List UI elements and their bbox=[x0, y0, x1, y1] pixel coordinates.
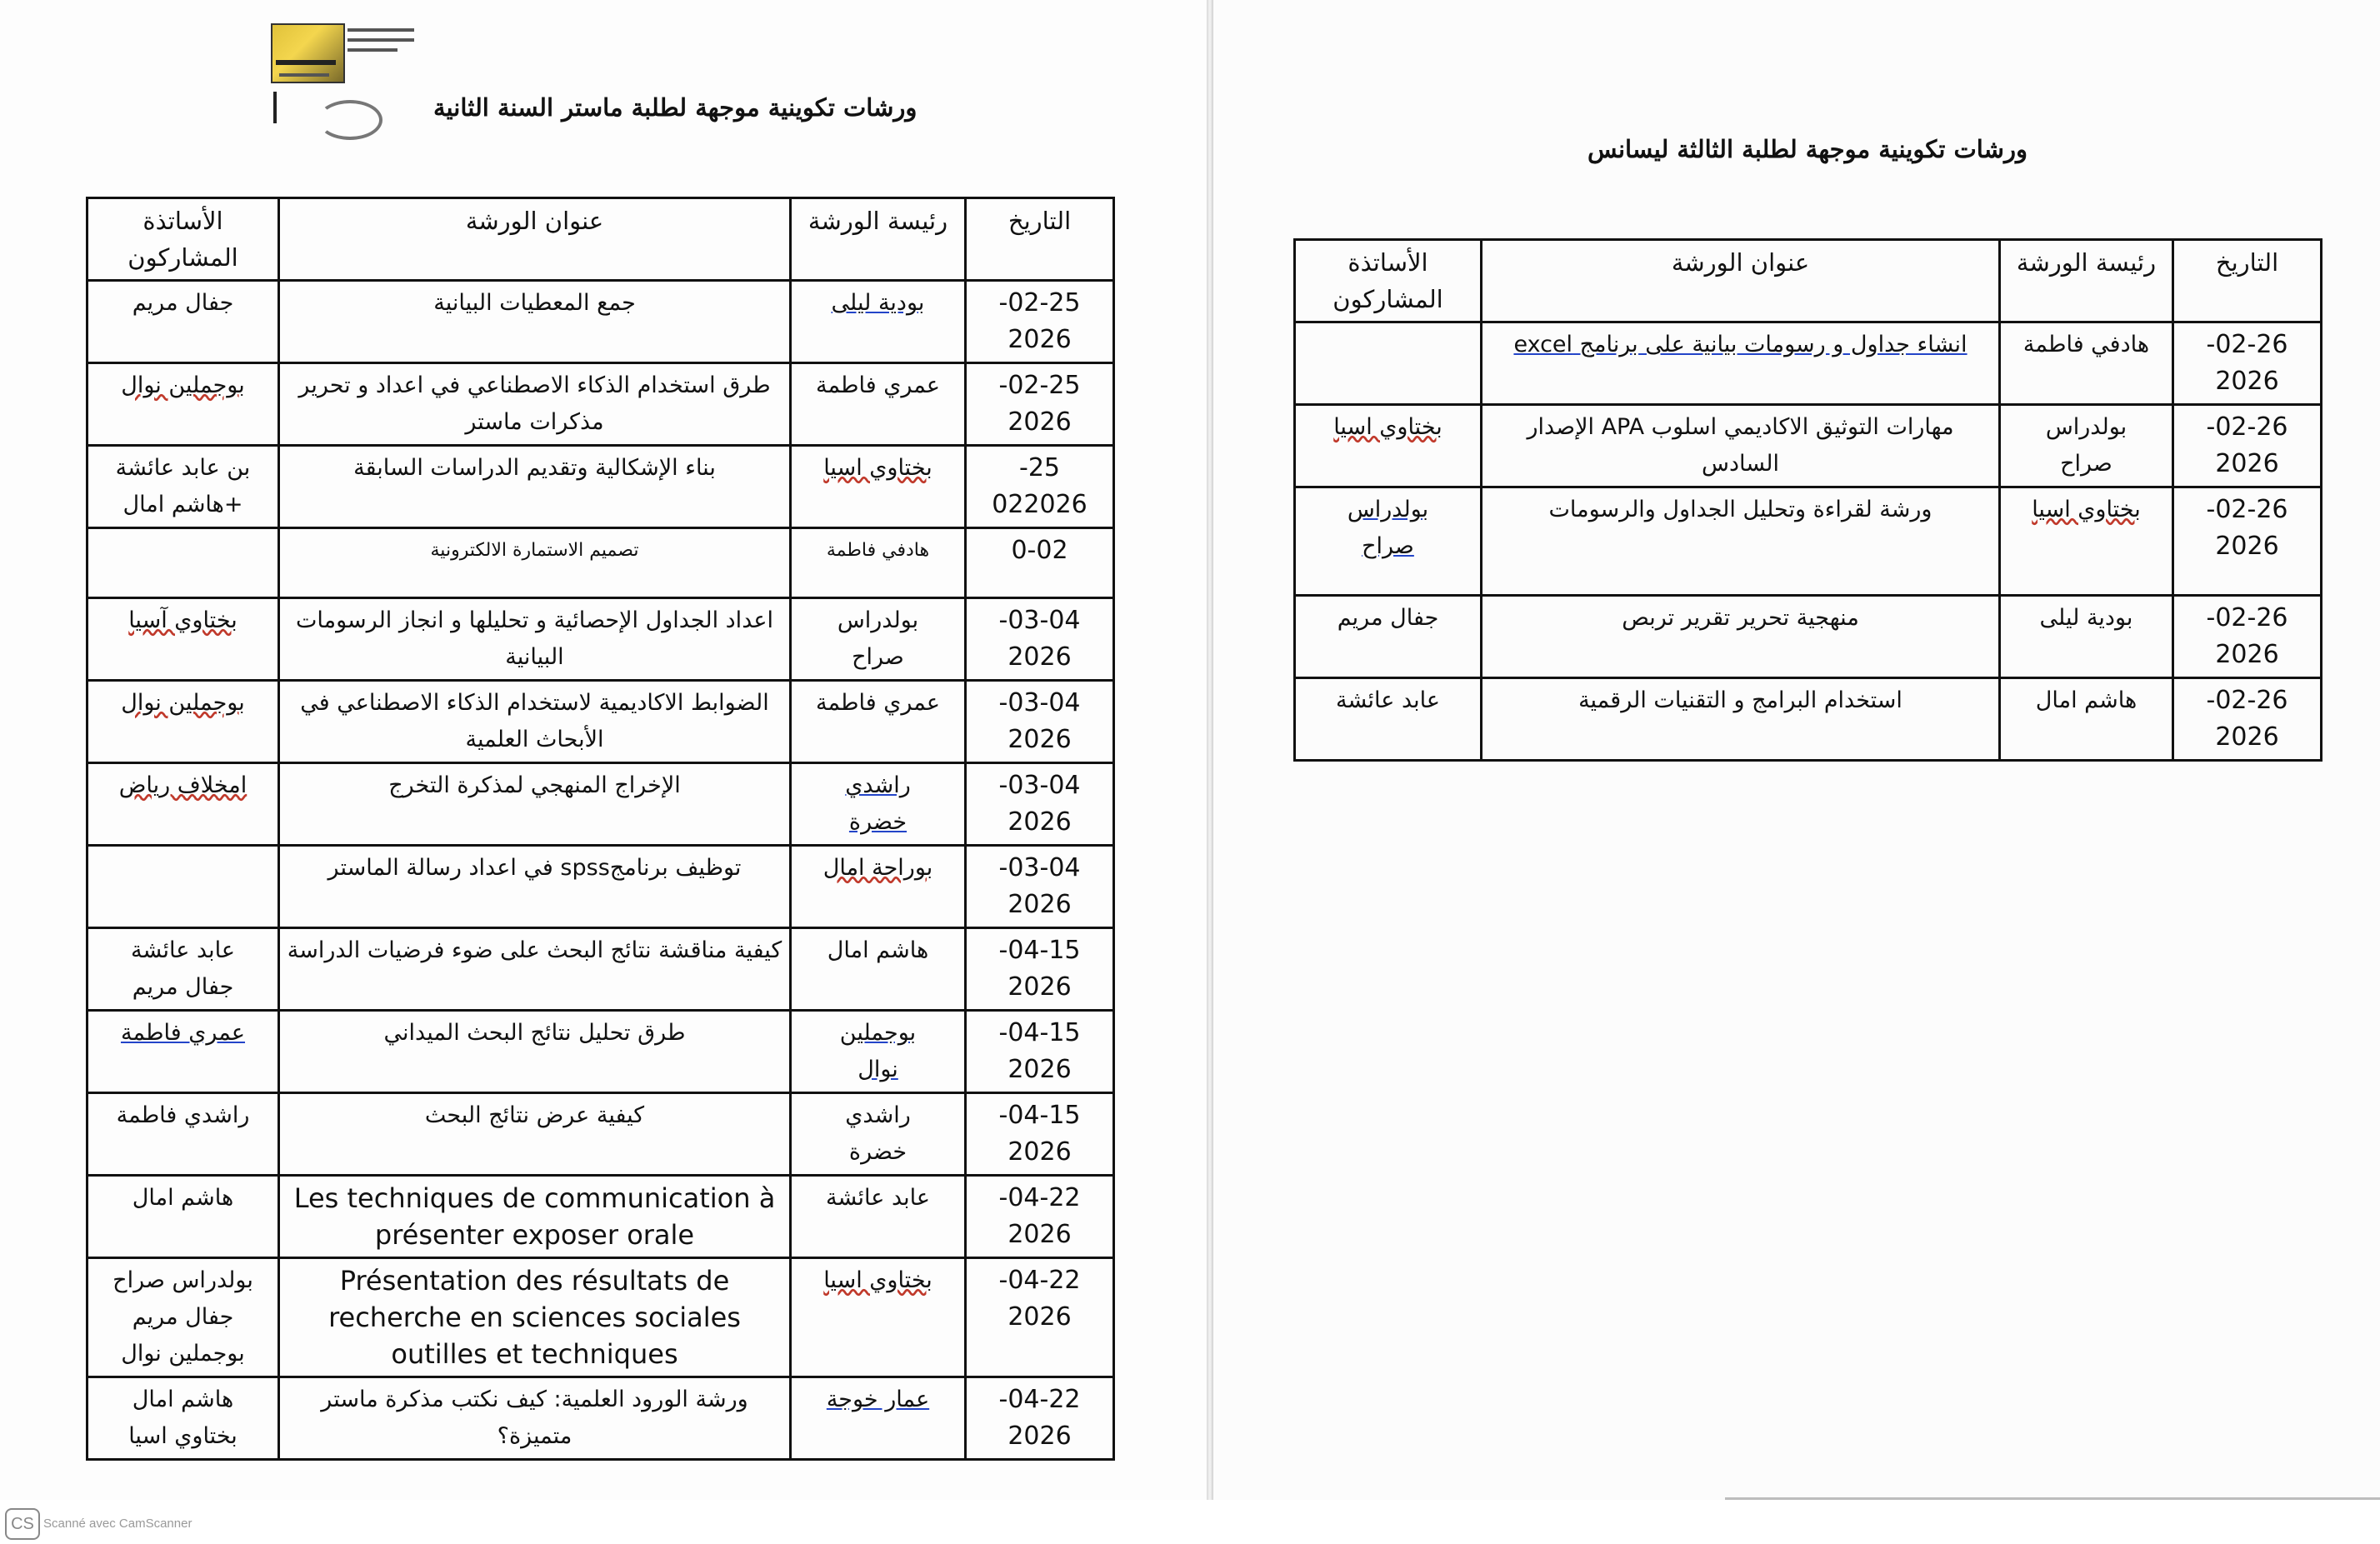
title-cell: مهارات التوثيق الاكاديمي اسلوب APA الإصدار السادس bbox=[1482, 405, 2000, 487]
participants-cell: بولدراس صراح bbox=[1295, 487, 1482, 596]
date-cell: 0-02 bbox=[966, 528, 1114, 598]
participants-cell: جفال مريم bbox=[1295, 596, 1482, 678]
date-cell: -04-15 2026 bbox=[966, 1093, 1114, 1176]
header-title: عنوان الورشة bbox=[1482, 240, 2000, 322]
date-cell: -03-04 2026 bbox=[966, 598, 1114, 681]
date-cell: -02-25 2026 bbox=[966, 363, 1114, 446]
leader-cell: عمري فاطمة bbox=[791, 363, 966, 446]
leader-cell: بوجملين نوال bbox=[791, 1011, 966, 1093]
title-cell: استخدام البرامج و التقنيات الرقمية bbox=[1482, 678, 2000, 761]
leader-cell: بودية ليلى bbox=[791, 281, 966, 363]
logo-ring-icon bbox=[318, 100, 382, 140]
title-cell: طرق استخدام الذكاء الاصطناعي في اعداد و تحرير مذكرات ماستر bbox=[279, 363, 791, 446]
header-title: عنوان الورشة bbox=[279, 198, 791, 281]
leader-cell: عمار خوجة bbox=[791, 1377, 966, 1460]
title-cell: طرق تحليل نتائج البحث الميداني bbox=[279, 1011, 791, 1093]
date-cell: -03-04 2026 bbox=[966, 846, 1114, 928]
participants-cell: بن عابد عائشة +هاشم امال bbox=[88, 446, 279, 528]
participants-cell: هاشم امال bbox=[88, 1176, 279, 1258]
table-row bbox=[88, 1258, 1114, 1377]
date-cell: -04-22 2026 bbox=[966, 1377, 1114, 1460]
leader-cell: بختاوي اسيا bbox=[791, 446, 966, 528]
leader-cell: هادفي فاطمة bbox=[2000, 322, 2173, 405]
table-row bbox=[88, 281, 1114, 363]
table-row bbox=[1295, 678, 2322, 761]
header-date: التاريخ bbox=[2173, 240, 2322, 322]
table-row bbox=[1295, 596, 2322, 678]
table-row bbox=[1295, 322, 2322, 405]
participants-cell: جفال مريم bbox=[88, 281, 279, 363]
participants-cell: عابد عائشة bbox=[1295, 678, 1482, 761]
participants-cell: راشدي فاطمة bbox=[88, 1093, 279, 1176]
title-cell: Les techniques de communication à présenter exposer orale bbox=[279, 1176, 791, 1258]
table-row bbox=[88, 446, 1114, 528]
header-leader: رئيسة الورشة bbox=[791, 198, 966, 281]
title-cell: بناء الإشكالية وتقديم الدراسات السابقة bbox=[279, 446, 791, 528]
date-cell: -04-15 2026 bbox=[966, 928, 1114, 1011]
date-cell: -02-26 2026 bbox=[2173, 487, 2322, 596]
title-cell: الإخراج المنهجي لمذكرة التخرج bbox=[279, 763, 791, 846]
table-row bbox=[88, 846, 1114, 928]
margin-mark bbox=[273, 92, 277, 123]
logo-text-stroke bbox=[348, 38, 414, 42]
date-cell: -02-26 2026 bbox=[2173, 405, 2322, 487]
title-cell: ورشة الورود العلمية: كيف نكتب مذكرة ماستر متميزة؟ bbox=[279, 1377, 791, 1460]
date-cell: -03-04 2026 bbox=[966, 681, 1114, 763]
header-date: التاريخ bbox=[966, 198, 1114, 281]
date-cell: -25 022026 bbox=[966, 446, 1114, 528]
header-participants: الأساتذة المشاركون bbox=[1295, 240, 1482, 322]
table-row bbox=[88, 928, 1114, 1011]
table-header-row bbox=[88, 198, 1114, 281]
licence-workshops-table bbox=[1293, 238, 2322, 762]
leader-cell: راشدي خضرة bbox=[791, 1093, 966, 1176]
title-cell: منهجية تحرير تقرير تربص bbox=[1482, 596, 2000, 678]
participants-cell: بوجملين نوال bbox=[88, 363, 279, 446]
logo-text-stroke bbox=[348, 28, 414, 32]
title-cell: تصميم الاستمارة الالكترونية bbox=[279, 528, 791, 598]
table-row bbox=[1295, 405, 2322, 487]
date-cell: -02-26 2026 bbox=[2173, 678, 2322, 761]
table-row bbox=[88, 681, 1114, 763]
table-row bbox=[88, 1093, 1114, 1176]
header-leader: رئيسة الورشة bbox=[2000, 240, 2173, 322]
table-row bbox=[88, 1176, 1114, 1258]
participants-cell: بولدراس صراح جفال مريم بوجملين نوال bbox=[88, 1258, 279, 1377]
participants-cell: بختاوي آسيا bbox=[88, 598, 279, 681]
table-row bbox=[88, 1377, 1114, 1460]
date-cell: -02-26 2026 bbox=[2173, 322, 2322, 405]
participants-cell: بختاوي اسيا bbox=[1295, 405, 1482, 487]
university-logo bbox=[271, 23, 429, 123]
header-participants: الأساتذة المشاركون bbox=[88, 198, 279, 281]
title-cell: كيفية مناقشة نتائج البحث على ضوء فرضيات الدراسة bbox=[279, 928, 791, 1011]
logo-crest-band bbox=[276, 60, 336, 65]
page-divider bbox=[1207, 0, 1213, 1500]
right-page-heading: ورشات تكوينية موجهة لطلبة الثالثة ليسانس bbox=[1588, 135, 2028, 163]
leader-cell: عمري فاطمة bbox=[791, 681, 966, 763]
title-cell: ورشة لقراءة وتحليل الجداول والرسومات bbox=[1482, 487, 2000, 596]
table-header-row bbox=[1295, 240, 2322, 322]
participants-cell: هاشم امال بختاوي اسيا bbox=[88, 1377, 279, 1460]
participants-cell: امخلاف رياض bbox=[88, 763, 279, 846]
left-page-heading: ورشات تكوينية موجهة لطلبة ماستر السنة الثانية bbox=[433, 93, 918, 122]
title-cell: Présentation des résultats de recherche en sciences sociales outilles et techniques bbox=[279, 1258, 791, 1377]
date-cell: -02-25 2026 bbox=[966, 281, 1114, 363]
date-cell: -04-15 2026 bbox=[966, 1011, 1114, 1093]
leader-cell: بولدراس صراح bbox=[2000, 405, 2173, 487]
logo-text-stroke bbox=[348, 48, 398, 52]
leader-cell: هاشم امال bbox=[2000, 678, 2173, 761]
logo-text-stroke bbox=[279, 73, 329, 77]
master-workshops-table bbox=[86, 197, 1115, 1461]
title-cell: جمع المعطيات البيانية bbox=[279, 281, 791, 363]
date-cell: -02-26 2026 bbox=[2173, 596, 2322, 678]
table-row bbox=[88, 363, 1114, 446]
leader-cell: راشدي خضرة bbox=[791, 763, 966, 846]
table-row bbox=[1295, 487, 2322, 596]
table-row bbox=[88, 528, 1114, 598]
date-cell: -04-22 2026 bbox=[966, 1258, 1114, 1377]
leader-cell: بولدراس صراح bbox=[791, 598, 966, 681]
date-cell: -04-22 2026 bbox=[966, 1176, 1114, 1258]
leader-cell: بوراحة امال bbox=[791, 846, 966, 928]
table-row bbox=[88, 1011, 1114, 1093]
title-cell: توظيف برنامجspss في اعداد رسالة الماستر bbox=[279, 846, 791, 928]
participants-cell bbox=[88, 528, 279, 598]
date-cell: -03-04 2026 bbox=[966, 763, 1114, 846]
leader-cell: عابد عائشة bbox=[791, 1176, 966, 1258]
title-cell: الضوابط الاكاديمية لاستخدام الذكاء الاصطناعي في الأبحاث العلمية bbox=[279, 681, 791, 763]
scanner-watermark: Scanné avec CamScanner bbox=[43, 1517, 192, 1531]
leader-cell: هاشم امال bbox=[791, 928, 966, 1011]
leader-cell: بختاوي اسيا bbox=[791, 1258, 966, 1377]
title-cell: اعداد الجداول الإحصائية و تحليلها و انجاز الرسومات البيانية bbox=[279, 598, 791, 681]
participants-cell bbox=[88, 846, 279, 928]
table-row bbox=[88, 763, 1114, 846]
table-row bbox=[88, 598, 1114, 681]
participants-cell: عمري فاطمة bbox=[88, 1011, 279, 1093]
leader-cell: بختاوي اسيا bbox=[2000, 487, 2173, 596]
leader-cell: هادفي فاطمة bbox=[791, 528, 966, 598]
page-edge bbox=[1725, 1497, 2380, 1500]
leader-cell: بودية ليلى bbox=[2000, 596, 2173, 678]
title-cell: انشاء جداول و رسومات بيانية على برنامج excel bbox=[1482, 322, 2000, 405]
participants-cell bbox=[1295, 322, 1482, 405]
title-cell: كيفية عرض نتائج البحث bbox=[279, 1093, 791, 1176]
participants-cell: بوجملين نوال bbox=[88, 681, 279, 763]
camscanner-logo: CS bbox=[5, 1508, 40, 1540]
participants-cell: عابد عائشة جفال مريم bbox=[88, 928, 279, 1011]
